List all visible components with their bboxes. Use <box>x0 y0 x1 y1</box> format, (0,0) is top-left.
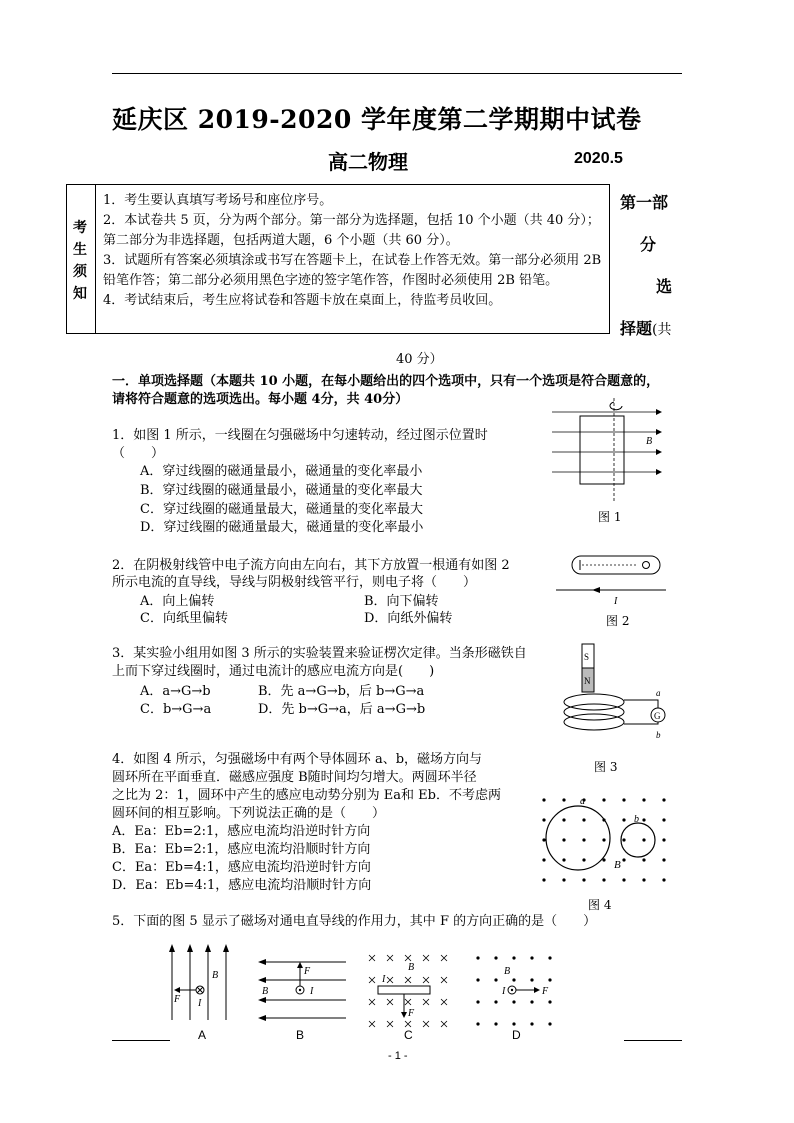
field-dot <box>494 1000 497 1003</box>
field-cross <box>423 999 429 1005</box>
figure-5c-label-B: B <box>408 962 415 973</box>
figure-3-magnet-coil-galvanometer <box>560 640 676 752</box>
field-dot <box>662 798 665 801</box>
q2-stem-line2: 所示电流的直导线，导线与阴极射线管平行，则电子将（ ） <box>112 575 477 590</box>
field-dot <box>494 1022 497 1025</box>
figure-5b-label-I: I <box>310 986 314 997</box>
field-cross <box>369 1021 375 1027</box>
figure-5b-label-F: F <box>304 966 311 977</box>
field-dot <box>562 818 565 821</box>
figure-4-label-B: B <box>614 859 621 871</box>
part-one-line5: 40 分） <box>396 352 443 367</box>
figure-2-caption: 图 2 <box>606 614 630 628</box>
field-dot <box>582 878 585 881</box>
field-cross <box>369 977 375 983</box>
q1-option-c: C．穿过线圈的磁通量最大，磁通量的变化率最大 <box>140 502 423 517</box>
field-cross <box>387 1021 393 1027</box>
figure-5a-label-B: B <box>212 970 219 981</box>
q3-stem-line1: 3．某实验小组用如图 3 所示的实验装置来验证楞次定律。当条形磁铁自 <box>112 646 527 661</box>
field-cross <box>423 955 429 961</box>
exam-title: 延庆区 2019-2020 学年度第二学期期中试卷 <box>112 105 642 134</box>
figure-5-four-panels <box>160 940 680 1036</box>
field-cross <box>369 999 375 1005</box>
figure-5c-label-F: F <box>408 1008 415 1019</box>
field-dot <box>542 798 545 801</box>
field-dot <box>562 858 565 861</box>
field-dot <box>562 798 565 801</box>
figure-5d-label-F: F <box>542 986 549 997</box>
field-cross <box>387 955 393 961</box>
notice-label-char: 考 <box>73 220 87 236</box>
candidate-notice-box <box>66 184 610 334</box>
q4-option-c: C．Ea：Eb=4:1，感应电流均沿逆时针方向 <box>112 860 371 875</box>
figure-3-caption: 图 3 <box>594 760 618 774</box>
figure-5-panel-a <box>169 944 229 1020</box>
field-dot <box>642 878 645 881</box>
field-dot <box>512 978 515 981</box>
q3-option-c: C．b→G→a <box>140 702 212 717</box>
field-dot <box>542 858 545 861</box>
field-cross <box>369 955 375 961</box>
q3-option-a: A．a→G→b <box>140 684 211 699</box>
figure-5d-label-I: I <box>502 986 506 997</box>
field-dot <box>622 858 625 861</box>
top-rule <box>112 73 682 74</box>
field-cross <box>405 999 411 1005</box>
q4-stem-line1: 4．如图 4 所示，匀强磁场中有两个导体圆环 a、b，磁场方向与 <box>112 752 483 767</box>
field-dot <box>530 1000 533 1003</box>
notice-label-char: 生 <box>73 242 87 258</box>
field-cross <box>423 977 429 983</box>
field-dot <box>476 978 479 981</box>
field-dot <box>476 1000 479 1003</box>
figure-5-panel-c <box>369 955 447 1027</box>
q4-stem-line4: 圆环间的相互影响。下列说法正确的是（ ） <box>112 806 386 821</box>
part-one-line1: 第一部 <box>620 193 669 212</box>
part-one-line2: 分 <box>640 235 657 254</box>
q3-option-d: D．先 b→G→a，后 a→G→b <box>258 702 426 717</box>
notice-item: 1．考生要认真填写考场号和座位序号。 <box>103 193 333 208</box>
figure-5d-label-B: B <box>504 966 511 977</box>
figure-3-label-a: a <box>656 688 661 698</box>
q3-option-b: B．先 a→G→b，后 b→G→a <box>258 684 425 699</box>
q4-stem-line2: 圆环所在平面垂直．磁感应强度 B随时间均匀增大。两圆环半径 <box>112 770 477 785</box>
field-dot <box>582 858 585 861</box>
figure-4-caption: 图 4 <box>588 898 612 912</box>
part-one-line3: 选 <box>656 277 673 296</box>
field-cross <box>441 955 447 961</box>
field-cross <box>405 977 411 983</box>
figure-1-label-B: B <box>646 436 653 447</box>
q2-option-d: D．向纸外偏转 <box>364 611 453 626</box>
q4-option-a: A．Ea：Eb=2:1，感应电流均沿逆时针方向 <box>112 824 371 839</box>
field-dot <box>512 1000 515 1003</box>
field-dot <box>542 878 545 881</box>
part-one-line4b: (共 <box>652 322 672 338</box>
q3-stem-line2: 上而下穿过线圈时，通过电流计的感应电流方向是( ) <box>112 664 435 679</box>
figure-5-label-a: A <box>198 1028 207 1042</box>
field-dot <box>530 978 533 981</box>
figure-1-rotating-coil <box>552 398 664 506</box>
field-dot <box>622 878 625 881</box>
field-dot <box>622 818 625 821</box>
figure-2-cathode-ray-tube <box>556 548 670 606</box>
q1-option-d: D．穿过线圈的磁通量最大，磁通量的变化率最小 <box>140 520 424 535</box>
field-cross <box>423 1021 429 1027</box>
field-dot <box>476 956 479 959</box>
field-dot <box>642 838 645 841</box>
q2-option-b: B．向下偏转 <box>364 594 439 609</box>
subject-title: 高二物理 <box>328 150 408 174</box>
field-dot <box>542 818 545 821</box>
q1-option-a: A．穿过线圈的磁通量最小，磁通量的变化率最小 <box>140 464 423 479</box>
figure-5-label-b: B <box>296 1028 305 1042</box>
field-cross <box>387 977 393 983</box>
q4-option-b: B．Ea：Eb=2:1，感应电流均沿顺时针方向 <box>112 842 371 857</box>
notice-label <box>67 185 96 333</box>
field-dot <box>662 838 665 841</box>
figure-5b-label-B: B <box>262 986 269 997</box>
q1-stem-line1: 1．如图 1 所示，一线圈在匀强磁场中匀速转动，经过图示位置时 <box>112 428 488 443</box>
footer-rule-right <box>624 1040 682 1041</box>
field-dot <box>602 878 605 881</box>
figure-3-label-b: b <box>656 730 661 740</box>
exam-date: 2020.5 <box>574 150 623 167</box>
field-dot <box>662 818 665 821</box>
field-dot <box>476 1022 479 1025</box>
field-dot <box>602 798 605 801</box>
notice-item: 2．本试卷共 5 页，分为两个部分。第一部分为选择题，包括 10 个小题（共 40 分）；第二部分为非选择题，包括两道大题，6 个小题（共 60 分）。 <box>103 213 600 248</box>
part-one-line4 <box>620 316 671 339</box>
page-number: - 1 - <box>388 1050 408 1062</box>
figure-5-panel-d <box>476 956 551 1025</box>
field-dot <box>548 1000 551 1003</box>
field-cross <box>405 955 411 961</box>
field-dot <box>494 978 497 981</box>
notice-item: 4．考试结束后，考生应将试卷和答题卡放在桌面上，待监考员收回。 <box>103 293 502 308</box>
field-dot <box>582 818 585 821</box>
figure-5c-label-I: I <box>382 974 386 985</box>
field-dot <box>662 878 665 881</box>
figure-3-label-G: G <box>654 711 661 721</box>
field-dot <box>642 818 645 821</box>
figure-3-label-S: S <box>584 652 590 662</box>
figure-4-two-rings-in-field <box>534 790 674 890</box>
q4-stem-line3: 之比为 2：1，圆环中产生的感应电动势分别为 Ea和 Eb．不考虑两 <box>112 788 501 803</box>
section1-heading-line2: 请将符合题意的选项选出。每小题 4分，共 40分） <box>112 392 409 407</box>
field-dot <box>662 858 665 861</box>
field-dot <box>530 1022 533 1025</box>
figure-5-panel-b <box>258 959 346 1021</box>
q5-stem: 5．下面的图 5 显示了磁场对通电直导线的作用力，其中 F 的方向正确的是（ ） <box>112 914 597 929</box>
field-dot <box>622 798 625 801</box>
field-cross <box>441 1021 447 1027</box>
field-dot <box>548 978 551 981</box>
figure-4-label-a: a <box>580 796 585 807</box>
figure-2-label-I: I <box>614 596 618 606</box>
field-cross <box>405 1021 411 1027</box>
field-dot <box>602 838 605 841</box>
field-cross <box>441 977 447 983</box>
figure-4-label-b: b <box>634 814 639 825</box>
field-dot <box>562 838 565 841</box>
field-dot <box>512 1022 515 1025</box>
field-dot <box>494 956 497 959</box>
field-dot <box>542 838 545 841</box>
q1-option-b: B．穿过线圈的磁通量最小，磁通量的变化率最大 <box>140 483 423 498</box>
field-dot <box>642 798 645 801</box>
q4-option-d: D．Ea：Eb=4:1，感应电流均沿顺时针方向 <box>112 878 372 893</box>
figure-5-label-d: D <box>512 1028 521 1042</box>
figure-5a-label-F: F <box>174 994 181 1005</box>
figure-1-caption: 图 1 <box>598 510 622 524</box>
footer-rule-left <box>112 1040 170 1041</box>
figure-5-label-c: C <box>404 1028 413 1042</box>
notice-label-char: 知 <box>73 286 87 302</box>
field-dot <box>562 878 565 881</box>
section1-heading-line1: 一．单项选择题（本题共 10 小题，在每小题给出的四个选项中，只有一个选项是符合题意的， <box>112 374 660 389</box>
part-one-line4a: 择题 <box>620 319 653 338</box>
notice-list <box>103 191 603 311</box>
q2-option-c: C．向纸里偏转 <box>140 611 228 626</box>
field-dot <box>530 956 533 959</box>
q2-option-a: A．向上偏转 <box>140 594 215 609</box>
figure-3-label-N: N <box>584 676 591 686</box>
notice-item: 3．试题所有答案必须填涂或书写在答题卡上，在试卷上作答无效。第一部分必须用 2B 铅笔作答；第二部分必须用黑色字迹的签字笔作答，作图时必须使用 2B 铅笔。 <box>103 253 602 288</box>
field-cross <box>441 999 447 1005</box>
field-dot <box>582 838 585 841</box>
q2-stem-line1: 2．在阴极射线管中电子流方向由左向右，其下方放置一根通有如图 2 <box>112 558 510 573</box>
field-dot <box>512 956 515 959</box>
notice-label-char: 须 <box>73 264 87 280</box>
field-dot <box>548 956 551 959</box>
figure-5a-label-I: I <box>198 998 202 1009</box>
field-dot <box>548 1022 551 1025</box>
field-cross <box>387 999 393 1005</box>
field-dot <box>622 838 625 841</box>
q1-stem-line2: （ ） <box>112 446 165 461</box>
field-dot <box>642 858 645 861</box>
